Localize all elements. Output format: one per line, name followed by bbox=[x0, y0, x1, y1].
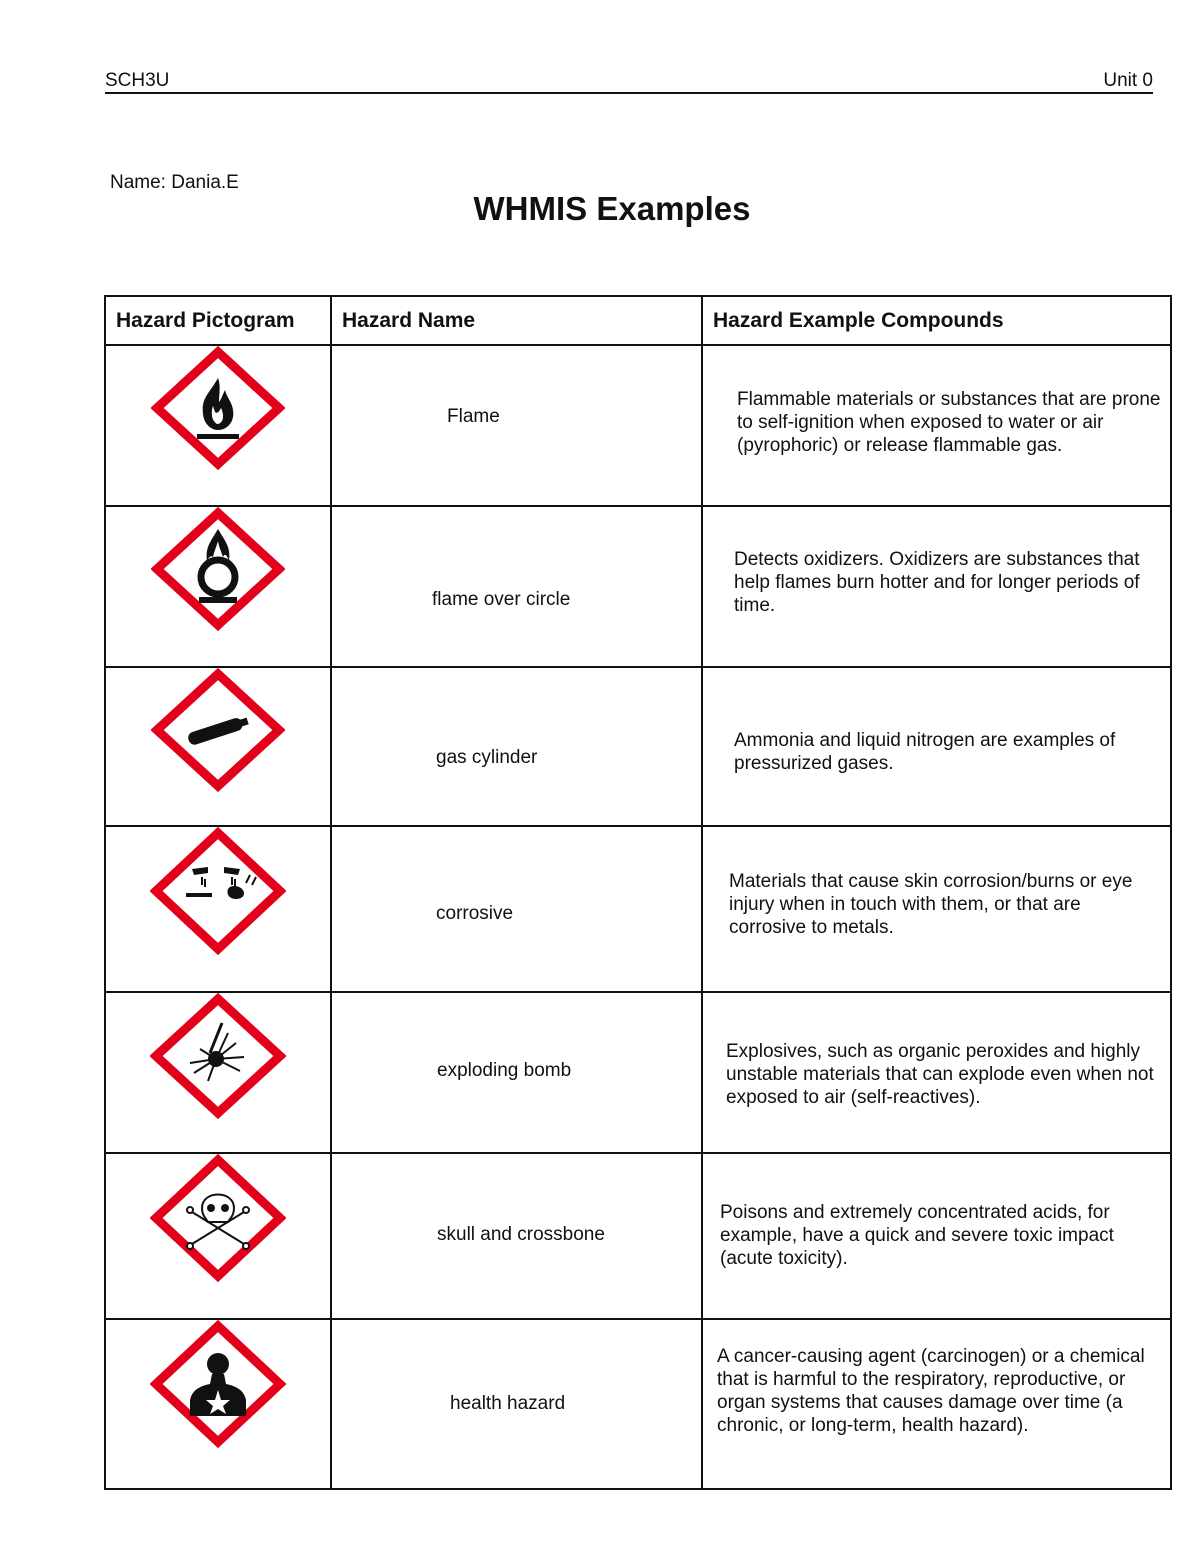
hazard-desc-cell bbox=[702, 1319, 1171, 1489]
pictogram-cell bbox=[105, 345, 331, 506]
hazard-name-cell bbox=[331, 826, 702, 992]
hazard-desc-cell bbox=[702, 992, 1171, 1153]
health-hazard-icon bbox=[150, 1320, 286, 1448]
flame-icon bbox=[151, 346, 285, 470]
hazard-description: Explosives, such as organic peroxides and highly unstable materials that can explode even when not exposed to air (self-reactives). bbox=[726, 1041, 1154, 1108]
page-title: WHMIS Examples bbox=[473, 190, 751, 227]
table-row bbox=[105, 826, 1171, 992]
column-header-pictogram: Hazard Pictogram bbox=[105, 296, 331, 345]
hazard-name-cell bbox=[331, 667, 702, 826]
table-row bbox=[105, 992, 1171, 1153]
hazard-name-cell bbox=[331, 506, 702, 667]
hazard-name-cell bbox=[331, 992, 702, 1153]
table-row bbox=[105, 667, 1171, 826]
hazard-desc-cell bbox=[702, 667, 1171, 826]
hazard-desc-cell bbox=[702, 506, 1171, 667]
hazard-description: Poisons and extremely concentrated acids, for example, have a quick and severe toxic impact (acute toxicity). bbox=[720, 1202, 1114, 1269]
pictogram-cell bbox=[105, 667, 331, 826]
unit-label: Unit 0 bbox=[1103, 70, 1153, 91]
pictogram-cell bbox=[105, 506, 331, 667]
whmis-table bbox=[104, 295, 1172, 1490]
hazard-name: exploding bomb bbox=[437, 1060, 572, 1081]
hazard-description: A cancer-causing agent (carcinogen) or a chemical that is harmful to the respiratory, reproductive, or organ systems that causes damage over time (a chronic, or long-term, health hazard). bbox=[717, 1346, 1145, 1436]
table-row bbox=[105, 1153, 1171, 1319]
hazard-name-cell bbox=[331, 345, 702, 506]
course-code: SCH3U bbox=[105, 70, 170, 91]
hazard-desc-cell bbox=[702, 345, 1171, 506]
pictogram-cell bbox=[105, 992, 331, 1153]
table-row bbox=[105, 506, 1171, 667]
page-header bbox=[105, 70, 1153, 94]
hazard-name: Flame bbox=[447, 406, 500, 427]
hazard-name: health hazard bbox=[450, 1393, 566, 1414]
hazard-description: Detects oxidizers. Oxidizers are substances that help flames burn hotter and for longer periods of time. bbox=[734, 549, 1140, 616]
table-header-row bbox=[105, 296, 1171, 345]
exploding-bomb-icon bbox=[150, 993, 286, 1119]
hazard-name-cell bbox=[331, 1153, 702, 1319]
column-header-name: Hazard Name bbox=[331, 296, 702, 345]
hazard-name: corrosive bbox=[436, 903, 514, 924]
corrosion-icon bbox=[150, 827, 286, 955]
hazard-name: flame over circle bbox=[432, 589, 571, 610]
hazard-desc-cell bbox=[702, 826, 1171, 992]
table-row bbox=[105, 345, 1171, 506]
pictogram-cell bbox=[105, 1319, 331, 1489]
hazard-desc-cell bbox=[702, 1153, 1171, 1319]
table-row bbox=[105, 1319, 1171, 1489]
hazard-description: Materials that cause skin corrosion/burns or eye injury when in touch with them, or that are corrosive to metals. bbox=[729, 871, 1133, 938]
column-header-compounds: Hazard Example Compounds bbox=[702, 296, 1171, 345]
gas-cylinder-icon bbox=[151, 668, 285, 792]
flame-over-circle-icon bbox=[151, 507, 285, 631]
hazard-description: Ammonia and liquid nitrogen are examples of pressurized gases. bbox=[734, 730, 1116, 774]
hazard-name-cell bbox=[331, 1319, 702, 1489]
skull-and-crossbones-icon bbox=[150, 1154, 286, 1282]
pictogram-cell bbox=[105, 826, 331, 992]
hazard-name: skull and crossbone bbox=[437, 1224, 605, 1245]
student-name: Name: Dania.E bbox=[110, 172, 239, 193]
hazard-name: gas cylinder bbox=[436, 747, 538, 768]
pictogram-cell bbox=[105, 1153, 331, 1319]
hazard-description: Flammable materials or substances that are prone to self-ignition when exposed to water or air (pyrophoric) or release flammable gas. bbox=[737, 389, 1161, 456]
